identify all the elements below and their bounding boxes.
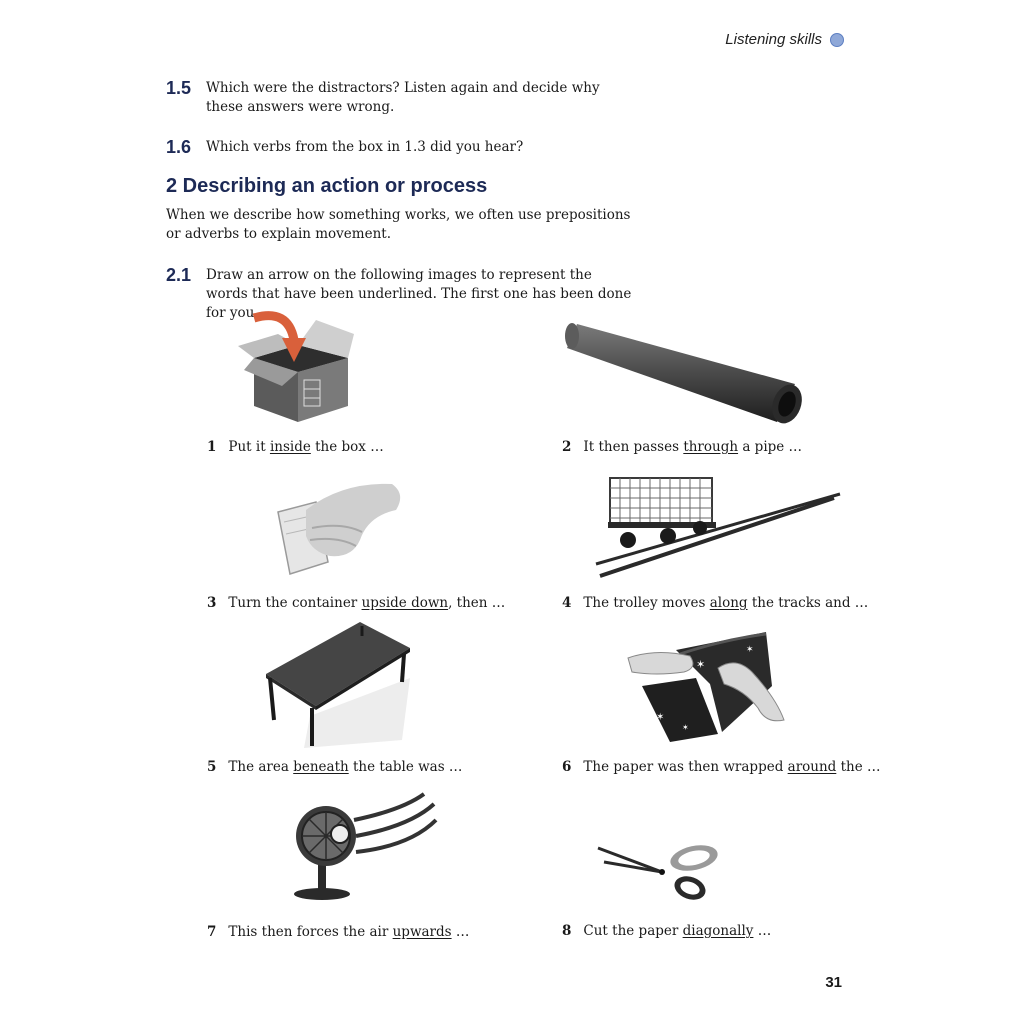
svg-text:✶: ✶ bbox=[682, 723, 689, 732]
item-number: 1 bbox=[207, 439, 217, 455]
item-number: 4 bbox=[562, 595, 572, 611]
item-text: Cut the paper bbox=[583, 923, 683, 939]
question-number: 1.5 bbox=[166, 78, 192, 98]
hand-container-image bbox=[272, 476, 407, 578]
caption-2 bbox=[562, 438, 802, 456]
wrapping-image bbox=[626, 628, 788, 744]
underlined-word: diagonally bbox=[682, 923, 754, 939]
underlined-word: inside bbox=[269, 439, 311, 455]
table-image bbox=[264, 620, 412, 750]
item-text: the table was … bbox=[348, 759, 463, 775]
item-text: the tracks and … bbox=[747, 595, 869, 611]
item-number: 3 bbox=[207, 595, 217, 611]
caption-1 bbox=[207, 438, 384, 456]
question-1-6 bbox=[166, 137, 636, 157]
underlined-word: around bbox=[787, 759, 837, 775]
question-text: Which were the distractors? Listen again and decide why these answers were wrong. bbox=[206, 80, 600, 115]
trolley-image bbox=[594, 474, 842, 578]
underlined-word: upside down bbox=[361, 595, 449, 611]
underlined-word: along bbox=[709, 595, 748, 611]
item-number: 5 bbox=[207, 759, 217, 775]
pipe-image bbox=[565, 318, 810, 428]
question-number: 2.1 bbox=[166, 265, 192, 285]
svg-text:✶: ✶ bbox=[656, 712, 665, 723]
underlined-word: through bbox=[683, 439, 739, 455]
item-text: Turn the container bbox=[228, 595, 362, 611]
item-text: the … bbox=[836, 759, 881, 775]
item-text: the box … bbox=[310, 439, 384, 455]
fan-image bbox=[292, 790, 438, 906]
item-number: 8 bbox=[562, 923, 572, 939]
item-text: This then forces the air bbox=[228, 924, 393, 940]
running-head bbox=[725, 31, 844, 48]
running-head-title: Listening skills bbox=[725, 31, 822, 48]
item-text: , then … bbox=[448, 595, 506, 611]
item-text: Put it bbox=[228, 439, 270, 455]
scissors-image bbox=[596, 838, 722, 906]
svg-text:✶: ✶ bbox=[746, 645, 754, 655]
section-dot-icon bbox=[830, 33, 844, 47]
caption-4 bbox=[562, 594, 868, 612]
svg-text:✶: ✶ bbox=[696, 658, 706, 671]
caption-5 bbox=[207, 758, 462, 776]
item-text: a pipe … bbox=[738, 439, 803, 455]
item-text: The trolley moves bbox=[583, 595, 710, 611]
item-number: 7 bbox=[207, 924, 217, 940]
item-text: It then passes bbox=[583, 439, 684, 455]
caption-7 bbox=[207, 923, 469, 941]
question-text: Which verbs from the box in 1.3 did you hear? bbox=[206, 139, 524, 155]
caption-8 bbox=[562, 922, 771, 940]
item-text: The area bbox=[228, 759, 294, 775]
box-image bbox=[236, 310, 361, 428]
caption-6 bbox=[562, 758, 881, 776]
item-text: … bbox=[451, 924, 470, 940]
item-number: 6 bbox=[562, 759, 572, 775]
section-title: 2 Describing an action or process bbox=[166, 175, 488, 197]
item-text: … bbox=[753, 923, 772, 939]
caption-3 bbox=[207, 594, 505, 612]
item-number: 2 bbox=[562, 439, 572, 455]
question-number: 1.6 bbox=[166, 137, 192, 157]
item-text: The paper was then wrapped bbox=[583, 759, 788, 775]
underlined-word: beneath bbox=[293, 759, 349, 775]
underlined-word: upwards bbox=[392, 924, 452, 940]
question-text: Draw an arrow on the following images to represent the words that have been underlined. The first one has been done for you. bbox=[206, 267, 632, 321]
page-number: 31 bbox=[825, 974, 842, 991]
question-1-5 bbox=[166, 78, 636, 117]
section-intro: When we describe how something works, we often use prepositions or adverbs to explain movement. bbox=[166, 207, 631, 242]
